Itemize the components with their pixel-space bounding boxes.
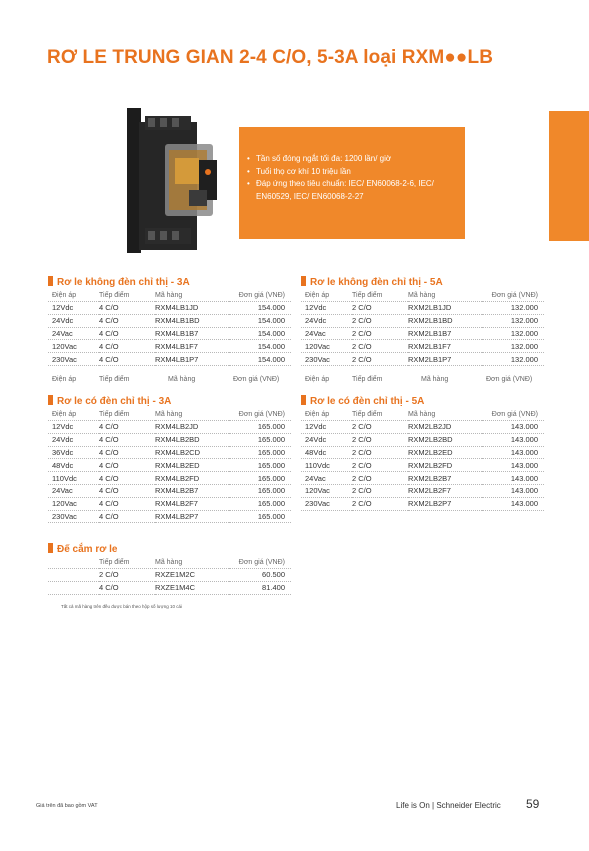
table-row <box>48 569 291 582</box>
table-cell: 12Vdc <box>48 421 99 434</box>
table-cell: 165.000 <box>229 497 291 510</box>
table-cell: 24Vdc <box>301 314 352 327</box>
col-voltage <box>48 557 99 569</box>
table-row <box>301 433 544 446</box>
table-cell: 24Vdc <box>48 314 99 327</box>
table-cell: RXZE1M2C <box>155 569 229 582</box>
table-cell: 60.500 <box>229 569 291 582</box>
relay-product-image <box>115 100 235 260</box>
table-cell: 132.000 <box>482 340 544 353</box>
table-cell: 4 C/O <box>99 314 155 327</box>
table-cell: RXM2LB1JD <box>408 302 482 315</box>
table-cell: 4 C/O <box>99 472 155 485</box>
table-cell: RXM4LB1F7 <box>155 340 229 353</box>
table-cell: 4 C/O <box>99 497 155 510</box>
table-cell: RXM2LB2B7 <box>408 472 482 485</box>
table-cell: RXM2LB2FD <box>408 459 482 472</box>
table-cell: RXM2LB1P7 <box>408 353 482 366</box>
table-cell: 230Vac <box>48 353 99 366</box>
side-tab <box>549 111 589 241</box>
table-cell <box>48 569 99 582</box>
table-no-led-3a <box>48 290 291 366</box>
table-cell: 2 C/O <box>352 497 408 510</box>
table-cell: 143.000 <box>482 446 544 459</box>
table-cell: 2 C/O <box>352 421 408 434</box>
col-code: Mã hàng <box>408 290 482 302</box>
table-cell: RXM2LB2ED <box>408 446 482 459</box>
table-cell: RXM2LB1BD <box>408 314 482 327</box>
table-row <box>301 459 544 472</box>
table-cell: 24Vac <box>301 327 352 340</box>
table-cell: 4 C/O <box>99 353 155 366</box>
table-row <box>48 433 291 446</box>
table-cell: 154.000 <box>229 327 291 340</box>
table-row <box>48 472 291 485</box>
table-cell: RXM4LB1JD <box>155 302 229 315</box>
table-cell: 165.000 <box>229 510 291 523</box>
table-cell: 2 C/O <box>352 472 408 485</box>
table-row <box>48 446 291 459</box>
table-cell: RXM4LB2CD <box>155 446 229 459</box>
col-voltage: Điện áp <box>301 409 352 421</box>
table-row <box>48 484 291 497</box>
table-cell: 4 C/O <box>99 327 155 340</box>
table-cell: 110Vdc <box>301 459 352 472</box>
col-voltage: Điện áp <box>48 409 99 421</box>
table-cell: 154.000 <box>229 314 291 327</box>
col-contact: Tiếp điểm <box>352 409 408 421</box>
table-cell: 165.000 <box>229 421 291 434</box>
table-cell: 165.000 <box>229 484 291 497</box>
table-cell: 165.000 <box>229 433 291 446</box>
table-cell: RXM4LB1P7 <box>155 353 229 366</box>
col-code: Mã hàng <box>408 409 482 421</box>
table-cell: 154.000 <box>229 340 291 353</box>
table-cell: 48Vdc <box>48 459 99 472</box>
col-price: Đơn giá (VNĐ) <box>482 409 544 421</box>
table-row <box>48 302 291 315</box>
table-cell: 2 C/O <box>352 340 408 353</box>
table-row <box>301 340 544 353</box>
table-led-3a <box>48 409 291 523</box>
table-cell <box>48 581 99 594</box>
col-code: Mã hàng <box>155 290 229 302</box>
table-cell: RXM4LB2F7 <box>155 497 229 510</box>
table-cell: 12Vdc <box>48 302 99 315</box>
table-cell: 120Vac <box>48 497 99 510</box>
table-cell: 120Vac <box>301 340 352 353</box>
table-cell: RXM4LB2B7 <box>155 484 229 497</box>
table-led-5a <box>301 409 544 511</box>
col-code: Mã hàng <box>155 557 229 569</box>
table-cell: 81.400 <box>229 581 291 594</box>
table-cell: 143.000 <box>482 472 544 485</box>
table-cell: 143.000 <box>482 421 544 434</box>
feature-box <box>239 127 465 239</box>
table-cell: 4 C/O <box>99 421 155 434</box>
section-title-led-5a: Rơ le có đèn chỉ thị - 5A <box>301 395 424 407</box>
table-cell: 154.000 <box>229 302 291 315</box>
table-cell: 4 C/O <box>99 433 155 446</box>
section-title-socket: Đế cắm rơ le <box>48 543 117 555</box>
table-cell: RXZE1M4C <box>155 581 229 594</box>
table-cell: 2 C/O <box>352 353 408 366</box>
table-cell: 2 C/O <box>352 459 408 472</box>
table-row <box>301 327 544 340</box>
table-row <box>48 314 291 327</box>
feature-item: • Tuổi thọ cơ khí 10 triệu lần <box>247 166 462 179</box>
table-cell: 2 C/O <box>352 484 408 497</box>
table-cell: 12Vdc <box>301 421 352 434</box>
table-cell: 4 C/O <box>99 459 155 472</box>
table-cell: 4 C/O <box>99 340 155 353</box>
table-cell: 2 C/O <box>352 327 408 340</box>
table-cell: RXM2LB2P7 <box>408 497 482 510</box>
table-cell: 48Vdc <box>301 446 352 459</box>
table-cell: 132.000 <box>482 314 544 327</box>
table-cell: RXM4LB1BD <box>155 314 229 327</box>
table-row <box>301 353 544 366</box>
table-cell: RXM4LB1B7 <box>155 327 229 340</box>
page-title: RƠ LE TRUNG GIAN 2-4 C/O, 5-3A loại RXM●●LB <box>47 47 494 68</box>
col-price: Đơn giá (VNĐ) <box>229 290 291 302</box>
table-cell: 132.000 <box>482 327 544 340</box>
table-row <box>301 446 544 459</box>
footer-vat-note: Giá trên đã bao gồm VAT <box>36 803 98 809</box>
table-cell: 24Vdc <box>301 433 352 446</box>
table-row <box>48 510 291 523</box>
table-cell: 120Vac <box>301 484 352 497</box>
table-cell: 2 C/O <box>352 446 408 459</box>
table-cell: 132.000 <box>482 353 544 366</box>
table-cell: 24Vac <box>48 484 99 497</box>
col-contact: Tiếp điểm <box>352 290 408 302</box>
feature-list <box>247 153 462 203</box>
section-title-led-3a: Rơ le có đèn chỉ thị - 3A <box>48 395 171 407</box>
table-row <box>48 353 291 366</box>
table-socket <box>48 557 291 595</box>
table-cell: RXM2LB2BD <box>408 433 482 446</box>
table-row <box>48 459 291 472</box>
table-cell: RXM2LB1F7 <box>408 340 482 353</box>
table-cell: 143.000 <box>482 459 544 472</box>
table-cell: 165.000 <box>229 446 291 459</box>
table-row <box>48 497 291 510</box>
table-row <box>48 421 291 434</box>
table-cell: RXM4LB2BD <box>155 433 229 446</box>
table-cell: 24Vac <box>301 472 352 485</box>
page-number: 59 <box>526 797 540 811</box>
table-cell: 2 C/O <box>99 569 155 582</box>
footer-brand: Life is On | Schneider Electric <box>396 801 501 810</box>
table-cell: 230Vac <box>48 510 99 523</box>
table-row <box>301 314 544 327</box>
table-cell: 120Vac <box>48 340 99 353</box>
table-cell: 230Vac <box>301 353 352 366</box>
footnote: Tất cả mã hàng trên đều được bán theo hộp số lượng 10 cái <box>61 604 183 609</box>
table-cell: 4 C/O <box>99 446 155 459</box>
table-cell: 154.000 <box>229 353 291 366</box>
table-row <box>301 302 544 315</box>
table-cell: 2 C/O <box>352 433 408 446</box>
feature-item: • Đáp ứng theo tiêu chuẩn: IEC/ EN60068-2-6, IEC/ EN60529, IEC/ EN60068-2-27 <box>247 178 462 203</box>
table-row <box>301 484 544 497</box>
table-cell: RXM2LB2JD <box>408 421 482 434</box>
table-cell: RXM4LB2JD <box>155 421 229 434</box>
table-cell: RXM4LB2FD <box>155 472 229 485</box>
table-cell: 24Vdc <box>48 433 99 446</box>
col-contact: Tiếp điểm <box>99 409 155 421</box>
table-cell: 165.000 <box>229 472 291 485</box>
table-row <box>301 421 544 434</box>
col-price: Đơn giá (VNĐ) <box>229 409 291 421</box>
table-cell: 4 C/O <box>99 484 155 497</box>
table-cell: 24Vac <box>48 327 99 340</box>
table-row <box>48 581 291 594</box>
table-cell: 4 C/O <box>99 581 155 594</box>
col-contact: Tiếp điểm <box>99 557 155 569</box>
table-cell: 2 C/O <box>352 314 408 327</box>
table-cell: RXM2LB2F7 <box>408 484 482 497</box>
table-cell: RXM2LB1B7 <box>408 327 482 340</box>
table-cell: 143.000 <box>482 433 544 446</box>
table-cell: 110Vdc <box>48 472 99 485</box>
table-row <box>48 340 291 353</box>
col-voltage: Điện áp <box>301 290 352 302</box>
table-cell: 230Vac <box>301 497 352 510</box>
col-voltage: Điện áp <box>48 290 99 302</box>
table-cell: 143.000 <box>482 497 544 510</box>
table-cell: RXM4LB2ED <box>155 459 229 472</box>
table-cell: 4 C/O <box>99 510 155 523</box>
col-contact: Tiếp điểm <box>99 290 155 302</box>
table-row <box>301 472 544 485</box>
table-cell: 132.000 <box>482 302 544 315</box>
table-cell: RXM4LB2P7 <box>155 510 229 523</box>
table-row <box>301 497 544 510</box>
table-cell: 12Vdc <box>301 302 352 315</box>
section-title-no-led-3a: Rơ le không đèn chỉ thị - 3A <box>48 276 190 288</box>
col-price: Đơn giá (VNĐ) <box>229 557 291 569</box>
col-code: Mã hàng <box>155 409 229 421</box>
table-row <box>48 327 291 340</box>
section-title-no-led-5a: Rơ le không đèn chỉ thị - 5A <box>301 276 443 288</box>
col-price: Đơn giá (VNĐ) <box>482 290 544 302</box>
table-cell: 143.000 <box>482 484 544 497</box>
table-cell: 2 C/O <box>352 302 408 315</box>
table-no-led-5a <box>301 290 544 366</box>
table-cell: 36Vdc <box>48 446 99 459</box>
table-cell: 165.000 <box>229 459 291 472</box>
table-cell: 4 C/O <box>99 302 155 315</box>
feature-item: • Tần số đóng ngắt tối đa: 1200 lần/ giờ <box>247 153 462 166</box>
